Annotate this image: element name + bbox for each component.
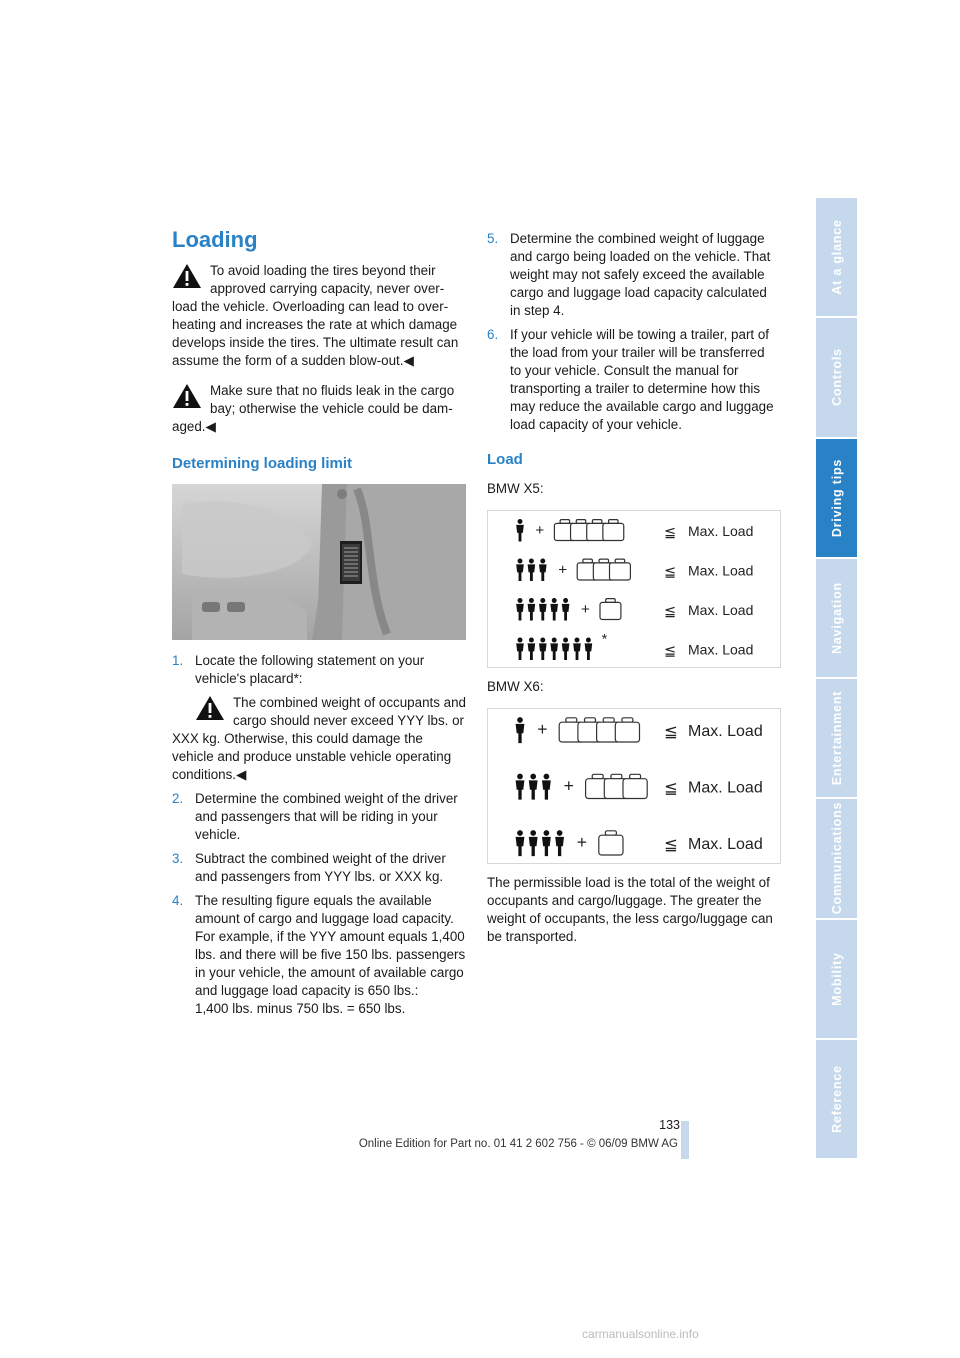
plus-sign: + [581, 601, 590, 618]
section-title: Loading [172, 227, 258, 252]
step-text: Determine the combined weight of luggage and cargo being loaded on the vehicle. That weight may not safely exceed the available cargo and luggage load capacity calculated in step 4. [510, 231, 771, 318]
warning-placard [172, 694, 468, 784]
sidebar-tab-mobility[interactable] [816, 920, 857, 1040]
less-equal-sign: ≦ [664, 779, 678, 798]
sidebar-tab-navigation[interactable] [816, 559, 857, 679]
sidebar-tab-label: Mobility [829, 951, 844, 1006]
person-icon [539, 598, 547, 620]
step-number: 1. [172, 653, 184, 668]
load-row [516, 717, 763, 743]
person-icon [528, 638, 536, 660]
person-icon [539, 638, 547, 660]
steps-list-continued [487, 230, 779, 434]
sidebar-tab-label: Reference [829, 1065, 844, 1133]
sidebar-tab-entertainment[interactable] [816, 679, 857, 799]
list-item [172, 790, 468, 844]
less-equal-sign: ≦ [664, 525, 676, 541]
warning-text: To avoid loading the tires beyond their approved carrying capacity, never over-load the vehicle. Overloading can lead to over-heating and increases the rate at which damage develops inside the tires. The ultimate result can assume the form of a sudden blow-out.◀ [172, 263, 459, 368]
person-icon [542, 830, 551, 856]
sidebar-tab-driving-tips[interactable] [816, 439, 857, 559]
step-number: 3. [172, 851, 184, 866]
warning-icon [172, 383, 202, 409]
less-equal-sign: ≦ [664, 836, 678, 854]
x6-load-diagram [487, 708, 781, 864]
sidebar-tab-reference[interactable] [816, 1040, 857, 1160]
steps-list [172, 652, 468, 1018]
step-text: Locate the following statement on your vehicle's placard*: [195, 653, 425, 686]
person-icon [529, 830, 538, 856]
person-icon [550, 638, 558, 660]
suitcase-icon [600, 599, 621, 620]
plus-sign: + [537, 719, 548, 739]
less-equal-sign: ≦ [664, 564, 676, 581]
sidebar-tab-label: Entertainment [829, 690, 844, 786]
plus-sign: + [563, 775, 574, 796]
step-number: 2. [172, 791, 184, 806]
less-equal-sign: ≦ [664, 643, 676, 660]
person-icon [528, 559, 536, 581]
list-item [172, 652, 468, 784]
person-icon [516, 774, 525, 800]
suitcase-icon [603, 520, 624, 541]
person-icon [516, 717, 525, 743]
warning-fluids [172, 382, 468, 436]
step-example: 1,400 lbs. minus 750 lbs. = 650 lbs. [195, 1001, 406, 1016]
sidebar-tab-label: Navigation [829, 581, 844, 654]
sidebar-tab-label: Controls [829, 348, 844, 407]
subsection-title: Load [487, 451, 523, 468]
step-number: 4. [172, 893, 184, 908]
person-icon [529, 774, 538, 800]
person-icon [555, 830, 564, 856]
sidebar-tab-at-a-glance[interactable] [816, 198, 857, 318]
sidebar-tab-label: At a glance [829, 219, 844, 295]
suitcase-icon [610, 559, 631, 580]
warning-text: The combined weight of occupants and cargo should never exceed YYY lbs. or XXX kg. Otherwise, this could damage the vehicle and produce unstable vehicle operating conditions.◀ [172, 695, 466, 782]
x5-load-svg [488, 511, 780, 667]
right-column [487, 230, 779, 946]
max-load-label: Max. Load [688, 602, 754, 618]
step-text: Subtract the combined weight of the driver and passengers from YYY lbs. or XXX kg. [195, 851, 446, 884]
max-load-label: Max. Load [688, 779, 763, 797]
suitcase-icon [615, 718, 639, 742]
person-icon [516, 559, 524, 581]
max-load-label: Max. Load [688, 562, 754, 579]
sidebar-tab-controls[interactable] [816, 318, 857, 438]
load-row [516, 559, 753, 581]
load-row [516, 774, 763, 800]
x5-label: BMW X5: [487, 481, 544, 496]
chapter-sidebar [816, 198, 857, 1160]
person-icon [516, 598, 524, 620]
x6-load-svg [488, 709, 780, 863]
person-icon [562, 598, 570, 620]
left-column [172, 226, 468, 1024]
asterisk: * [601, 630, 608, 647]
person-icon [585, 638, 593, 660]
load-text: The permissible load is the total of the weight of occupants and cargo/luggage. The greater the weight of occupants, the less cargo/luggage can be transported. [487, 875, 773, 944]
step-text: Determine the combined weight of the driver and passengers that will be riding in your vehicle. [195, 791, 458, 842]
person-icon [562, 638, 570, 660]
warning-overload [172, 262, 468, 370]
person-icon [550, 598, 558, 620]
less-equal-sign: ≦ [664, 723, 678, 741]
step-text: The resulting figure equals the available amount of cargo and luggage load capacity. For example, if the YYY amount equals 1,400 lbs. and there will be five 150 lbs. passengers in your vehicle, the amount of available cargo and luggage load capacity is 650 lbs.: [195, 893, 466, 998]
person-icon [516, 638, 524, 660]
step-number: 6. [487, 327, 499, 342]
warning-icon [172, 263, 202, 289]
max-load-label: Max. Load [688, 641, 754, 658]
warning-icon [195, 695, 225, 721]
step-number: 5. [487, 231, 499, 246]
less-equal-sign: ≦ [664, 604, 676, 620]
max-load-label: Max. Load [688, 836, 763, 853]
placard-photo [172, 484, 466, 640]
step-text: If your vehicle will be towing a trailer, part of the load from your trailer will be transferred to your vehicle. Consult the manual for transporting a trailer to determine how this may reduce the available cargo and luggage load capacity of your vehicle. [510, 327, 774, 432]
person-icon [516, 519, 524, 541]
sidebar-tab-label: Driving tips [829, 458, 844, 537]
person-icon [573, 638, 581, 660]
load-row [516, 631, 753, 660]
person-icon [516, 830, 525, 856]
load-row [516, 519, 753, 541]
list-item [487, 230, 779, 320]
person-icon [539, 559, 547, 581]
sidebar-tab-communications[interactable] [816, 799, 857, 919]
watermark: carmanualsonline.info [582, 1327, 699, 1341]
page-marker [681, 1121, 689, 1159]
person-icon [528, 598, 536, 620]
list-item [487, 326, 779, 434]
max-load-label: Max. Load [688, 723, 763, 740]
max-load-label: Max. Load [688, 523, 754, 539]
load-row [516, 598, 753, 620]
suitcase-icon [623, 774, 647, 798]
page-number: 133 [659, 1118, 680, 1132]
list-item [172, 850, 468, 886]
x6-label: BMW X6: [487, 679, 544, 694]
x5-load-diagram [487, 510, 781, 668]
sidebar-tab-label: Communications [829, 802, 844, 915]
plus-sign: + [558, 561, 568, 579]
load-row [516, 830, 763, 856]
plus-sign: + [576, 832, 588, 852]
subsection-title: Determining loading limit [172, 455, 353, 472]
suitcase-icon [599, 831, 623, 855]
footer-text: Online Edition for Part no. 01 41 2 602 756 - © 06/09 BMW AG [358, 1138, 678, 1150]
warning-text: Make sure that no fluids leak in the cargo bay; otherwise the vehicle could be dam-aged.◀ [172, 383, 455, 434]
person-icon [542, 774, 551, 800]
plus-sign: + [535, 522, 545, 539]
list-item [172, 892, 468, 1018]
